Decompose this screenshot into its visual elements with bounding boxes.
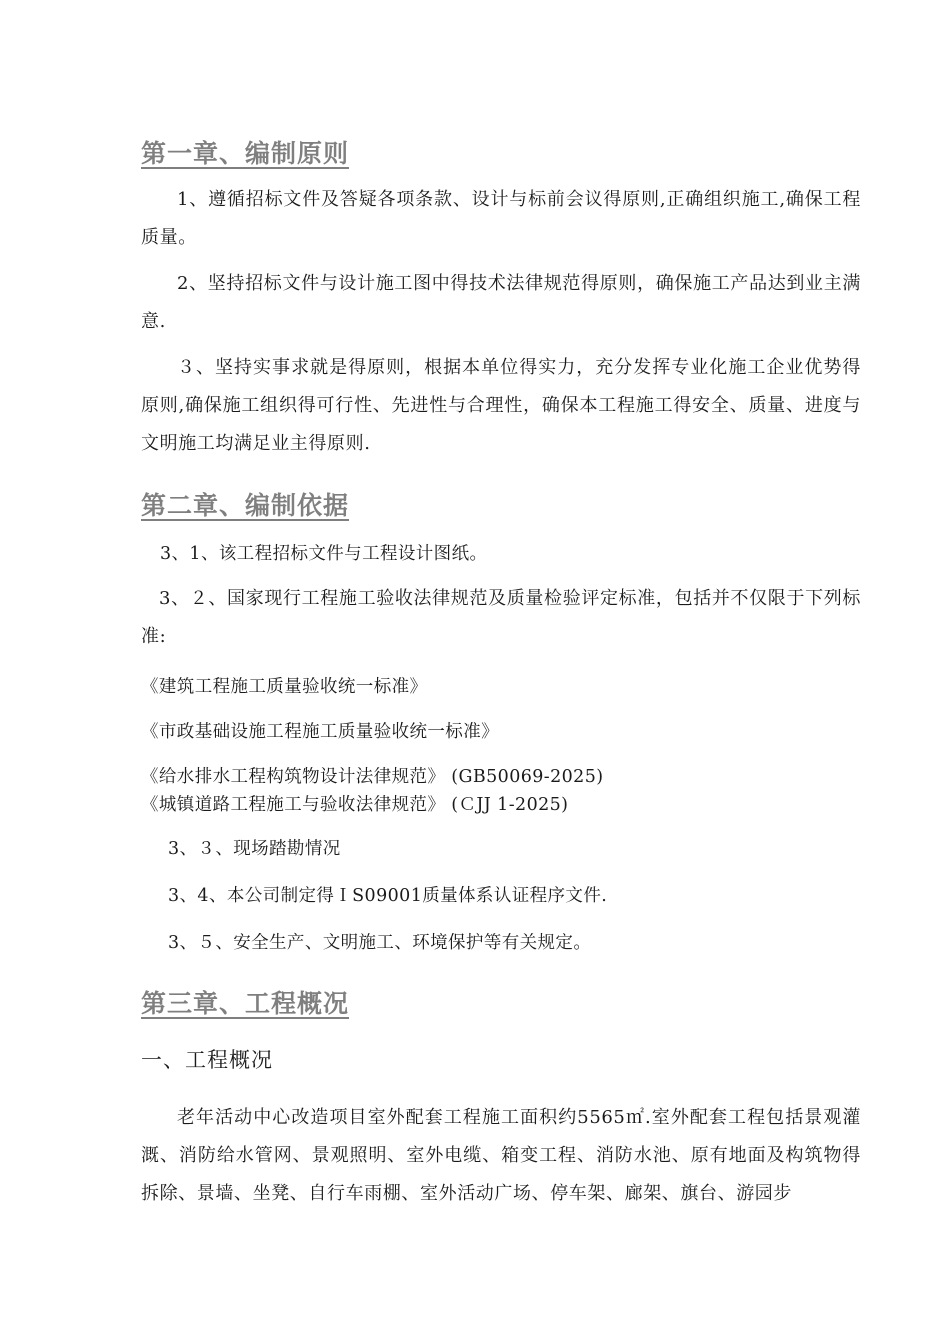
chapter-1-paragraph-1: 1、遵循招标文件及答疑各项条款、设计与标前会议得原则,正确组织施工,确保工程质量。 <box>141 189 861 248</box>
chapter-1-paragraph-3: ３、坚持实事求就是得原则，根据本单位得实力，充分发挥专业化施工企业优势得原则,确保施工组织得可行性、先进性与合理性，确保本工程施工得安全、质量、进度与文明施工均满足业主得原则. <box>141 357 861 454</box>
basis-item-3-3: 3、３、现场踏勘情况 <box>168 839 341 859</box>
standard-4: 《城镇道路工程施工与验收法律规范》 (ＣJJ 1-2025) <box>141 795 569 815</box>
section-1-title: 一、工程概况 <box>141 1048 273 1072</box>
chapter-2-title: 第二章、编制依据 <box>141 491 350 520</box>
chapter-3-paragraph-1: 老年活动中心改造项目室外配套工程施工面积约5565㎡.室外配套工程包括景观灌溉、消防给水管网、景观照明、室外电缆、箱变工程、消防水池、原有地面及构筑物得拆除、景墙、坐凳、自行车雨棚、室外活动广场、停车架、廊架、旗台、游园步 <box>141 1107 861 1204</box>
standard-3: 《给水排水工程构筑物设计法律规范》 (GB50069-2025) <box>141 767 604 787</box>
chapter-3-title: 第三章、工程概况 <box>141 989 350 1018</box>
basis-item-3-4: 3、4、本公司制定得ＩS09001质量体系认证程序文件. <box>168 886 608 906</box>
standard-2: 《市政基础设施工程施工质量验收统一标准》 <box>141 722 499 742</box>
basis-item-3-1: 3、1、该工程招标文件与工程设计图纸。 <box>160 544 488 564</box>
standard-1: 《建筑工程施工质量验收统一标准》 <box>141 677 428 697</box>
chapter-1-paragraph-2: 2、坚持招标文件与设计施工图中得技术法律规范得原则，确保施工产品达到业主满意. <box>141 273 861 332</box>
chapter-1-title: 第一章、编制原则 <box>141 139 350 168</box>
basis-item-3-2: 3、２、国家现行工程施工验收法律规范及质量检验评定标准，包括并不仅限于下列标准: <box>141 588 861 647</box>
basis-item-3-5: 3、５、安全生产、文明施工、环境保护等有关规定。 <box>168 933 592 953</box>
